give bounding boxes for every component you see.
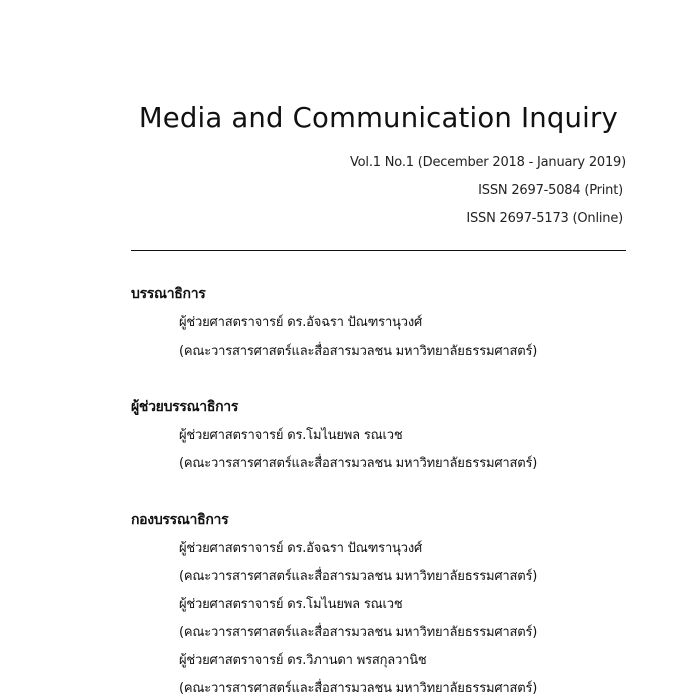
board-member-name: ผู้ช่วยศาสตราจารย์ ดร.อัจฉรา ปัณฑรานุวงศ์ (179, 541, 423, 556)
editor-name: ผู้ช่วยศาสตราจารย์ ดร.อัจฉรา ปัณฑรานุวงศ์ (179, 315, 423, 330)
section-heading-assistant-editor: ผู้ช่วยบรรณาธิการ (131, 399, 239, 415)
assistant-editor-affiliation: (คณะวารสารศาสตร์และสื่อสารมวลชน มหาวิทยาลัยธรรมศาสตร์) (179, 456, 538, 471)
issn-print: ISSN 2697-5084 (Print) (478, 183, 623, 198)
board-member-name: ผู้ช่วยศาสตราจารย์ ดร.วิภานดา พรสกุลวานิช (179, 653, 427, 668)
editor-affiliation: (คณะวารสารศาสตร์และสื่อสารมวลชน มหาวิทยาลัยธรรมศาสตร์) (179, 344, 538, 359)
assistant-editor-name: ผู้ช่วยศาสตราจารย์ ดร.โมไนยพล รณเวช (179, 428, 403, 443)
board-member-affiliation: (คณะวารสารศาสตร์และสื่อสารมวลชน มหาวิทยาลัยธรรมศาสตร์) (179, 569, 538, 584)
journal-title: Media and Communication Inquiry (138, 102, 618, 134)
header-divider (131, 250, 626, 251)
board-member-affiliation: (คณะวารสารศาสตร์และสื่อสารมวลชน มหาวิทยาลัยธรรมศาสตร์) (179, 681, 538, 696)
section-heading-editor: บรรณาธิการ (131, 286, 206, 302)
board-member-name: ผู้ช่วยศาสตราจารย์ ดร.โมไนยพล รณเวช (179, 597, 403, 612)
issn-online: ISSN 2697-5173 (Online) (466, 211, 623, 226)
board-member-affiliation: (คณะวารสารศาสตร์และสื่อสารมวลชน มหาวิทยาลัยธรรมศาสตร์) (179, 625, 538, 640)
section-heading-editorial-board: กองบรรณาธิการ (131, 512, 229, 528)
volume-issue: Vol.1 No.1 (December 2018 - January 2019) (350, 155, 626, 170)
